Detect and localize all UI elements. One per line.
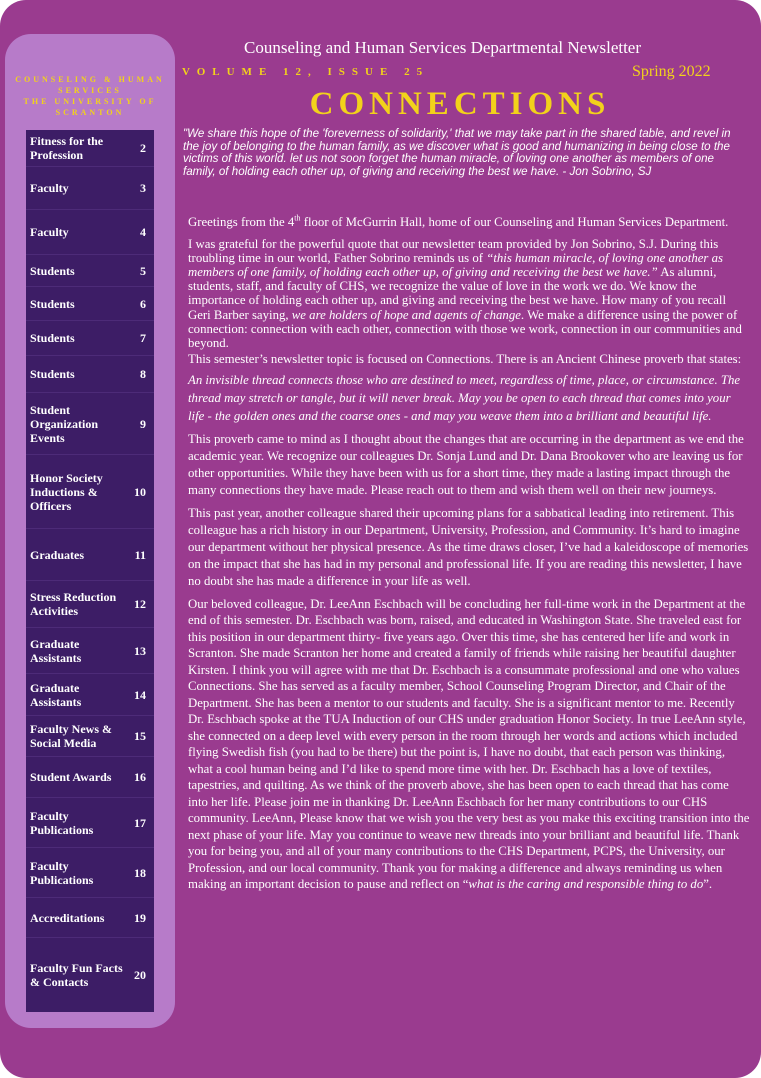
table-of-contents (26, 130, 154, 1012)
toc-item[interactable] (26, 455, 154, 529)
toc-item-page: 4 (140, 225, 146, 239)
toc-item-page: 8 (140, 367, 146, 381)
toc-item[interactable] (26, 757, 154, 798)
text-run: Greetings from the 4 (188, 215, 295, 229)
text-run: . We make a difference using the power of connection: connection with each other, connection with those we work, connection in our communities and beyond. (188, 307, 742, 350)
toc-item[interactable] (26, 167, 154, 210)
toc-item-label: Students (30, 263, 75, 278)
gratitude-paragraph (188, 237, 750, 350)
toc-item[interactable] (26, 529, 154, 581)
toc-item-page: 5 (140, 263, 146, 278)
toc-item-page: 11 (134, 547, 146, 562)
toc-item[interactable] (26, 898, 154, 938)
newsletter-title: CONNECTIONS (309, 86, 611, 122)
toc-item-page: 7 (140, 331, 146, 345)
toc-item-label: Graduate Assistants (30, 636, 82, 665)
toc-item-label: Faculty Fun Facts & Contacts (30, 961, 123, 989)
superscript: th (294, 213, 301, 223)
toc-item[interactable] (26, 581, 154, 628)
toc-item[interactable] (26, 393, 154, 455)
toc-item-page: 3 (140, 181, 146, 195)
toc-item-page: 16 (134, 770, 146, 784)
retirement-paragraph: This past year, another colleague shared their upcoming plans for a sabbatical leading into retirement. This colleague has a rich history in our Department, University, Profession, and Community. It’s hard to imagine our department without her physical presence. As the time draws closer, I’ve had a kaleidoscope of memories on the impact that she has had in my personal and professional life. If you are reading this newsletter, I have no doubt she has made a difference in your life as well. (188, 505, 749, 589)
toc-item-label: Graduates (30, 547, 84, 562)
eschbach-paragraph (188, 596, 750, 893)
toc-item-page: 20 (134, 968, 146, 982)
sidebar-heading-line: COUNSELING & HUMAN (15, 75, 165, 84)
toc-item-label: Stress Reduction Activities (30, 590, 117, 618)
article-body (188, 215, 750, 898)
toc-item-page: 15 (134, 729, 146, 743)
toc-item-page: 2 (140, 141, 146, 155)
toc-item-label: Honor Society Inductions & Officers (30, 470, 103, 513)
sidebar-heading-line: SCRANTON (55, 108, 125, 117)
volume-issue: VOLUME 12, ISSUE 25 (182, 66, 430, 78)
toc-item-label: Faculty News & Social Media (30, 722, 112, 750)
italic-phrase: what is the caring and responsible thing to do (468, 877, 704, 892)
toc-item-label: Faculty (30, 225, 69, 239)
toc-item[interactable] (26, 255, 154, 287)
text-run: floor of McGurrin Hall, home of our Counseling and Human Services Department. (300, 215, 729, 229)
topic-paragraph: This semester’s newsletter topic is focused on Connections. There is an Ancient Chinese proverb that states: (188, 351, 742, 366)
toc-item[interactable] (26, 210, 154, 255)
toc-item-page: 14 (134, 687, 146, 702)
toc-item[interactable] (26, 938, 154, 1012)
toc-item-label: Faculty Publications (30, 858, 94, 887)
toc-item[interactable] (26, 287, 154, 321)
text-run: ”. (703, 877, 713, 892)
toc-item-page: 19 (134, 910, 146, 925)
toc-item[interactable] (26, 356, 154, 393)
text-run: Our beloved colleague, Dr. LeeAnn Eschbach will be concluding her full-time work in the Department at the end of this semester. Dr. Eschbach was born, raised, and educated in Washington State. She traveled east for this position in our department thirty- five years ago. Over this time, she has centered her life and work in Scranton. She made Scranton her home and created a family of friends while raising her beautiful daughter Kirsten. I think you will agree with me that Dr. Eschbach is a consummate professional and one who values Connections. She has served as a faculty member, School Counseling Program Director, and Chair of the Department. She has been a mentor to our students and faculty. She is a significant mentor to me. Recently Dr. Eschbach spoke at the TUA Induction of our CHS under graduation Honor Society. In true LeeAnn style, she connected on a deep level with every person in the room through her words and actions which included flying Swedish fish (you had to be there) but the point is, I have no doubt, that each person was thinking, what a cool human being and I’d like to spend more time with her. Dr. Eschbach has a love of textiles, tapestries, and quilting. As we think of the proverb above, she has been open to each thread that has come into her life. Please join me in thanking Dr. LeeAnn Eschbach for her many contributions to our CHS community. LeeAnn, Please know that we wish you the very best as you make this exciting transition into the next phase of your life. May you continue to weave new threads into your brilliant and beautiful life. Thank you for being you, and all of your many contributions to the CHS Department, PCPS, the University, our Profession, and our local community. Thank you for making a difference and always reminding us when making an important decision to pause and reflect on “ (188, 596, 750, 892)
proverb-paragraph: An invisible thread connects those who are destined to meet, regardless of time, place, or circumstance. The thread may stretch or tangle, but it will never break. May you be open to each thread that comes into your life - the golden ones and the coarse ones - and may you weave them into a brilliant and beautiful life. (188, 372, 741, 424)
toc-item-label: Fitness for the Profession (30, 134, 104, 162)
toc-item-label: Student Organization Events (30, 402, 98, 445)
colleagues-paragraph: This proverb came to mind as I thought about the changes that are occurring in the department as we end the academic year. We recognize our colleagues Dr. Sonja Lund and Dr. Dana Brookover who are leaving us for other opportunities. While they have been with us for a short time, they made a lasting impact through the many connections they have made. Please reach out to them and wish them well on their new journeys. (188, 431, 744, 498)
sidebar (5, 34, 175, 1028)
sidebar-heading-line: SERVICES (58, 86, 122, 95)
toc-item-label: Graduate Assistants (30, 680, 82, 709)
toc-item-page: 12 (134, 597, 146, 611)
sidebar-heading-line: THE UNIVERSITY OF (23, 97, 157, 106)
toc-item[interactable] (26, 628, 154, 674)
masthead-title: Counseling and Human Services Departmental Newsletter (243, 38, 642, 57)
issue-season: Spring 2022 (632, 63, 711, 80)
toc-item-label: Student Awards (30, 770, 112, 784)
text-run: I was grateful for the powerful quote that our newsletter team provided by Jon Sobrino, S.J. During this troubling time in our world, Father Sobrino reminds us of (188, 237, 719, 266)
toc-item-label: Students (30, 296, 75, 311)
italic-phrase: we are holders of hope and agents of change (291, 307, 521, 322)
toc-item-label: Students (30, 367, 75, 381)
toc-item-page: 17 (134, 815, 146, 830)
toc-item[interactable] (26, 848, 154, 898)
sidebar-heading (5, 74, 175, 118)
toc-item-page: 18 (134, 865, 146, 880)
toc-item-page: 13 (134, 643, 146, 658)
opening-quote: "We share this hope of the 'foreverness of solidarity,' that we may take part in the shared table, and revel in the joy of belonging to the human family, as we discover what is good and humanizing in being close to the victims of this world. let us not soon forget the human miracle, of loving one another as members of one family, of holding each other up, of giving and receiving the best we have. - Jon Sobrino, SJ (183, 127, 731, 178)
toc-item-page: 6 (140, 296, 146, 311)
greeting-paragraph (188, 215, 750, 230)
toc-item[interactable] (26, 674, 154, 716)
toc-item-label: Faculty (30, 181, 69, 195)
toc-item-label: Faculty Publications (30, 808, 94, 837)
toc-item[interactable] (26, 716, 154, 757)
toc-item-page: 9 (140, 416, 146, 431)
toc-item-label: Accreditations (30, 910, 105, 925)
toc-item[interactable] (26, 321, 154, 356)
italic-quote: “this human miracle, of loving one another as members of one family, of holding each other up, of giving and receiving the best we have.” (188, 251, 723, 280)
toc-item[interactable] (26, 798, 154, 848)
text-run: As alumni, students, staff, and faculty of CHS, we recognize the value of love in the work we do. We know the importance of holding each other up, and giving and receiving the best we have. How many of you recall Geri Barber saying, (188, 265, 727, 322)
toc-item-label: Students (30, 331, 75, 345)
toc-item-page: 10 (134, 484, 146, 499)
toc-item[interactable] (26, 130, 154, 167)
